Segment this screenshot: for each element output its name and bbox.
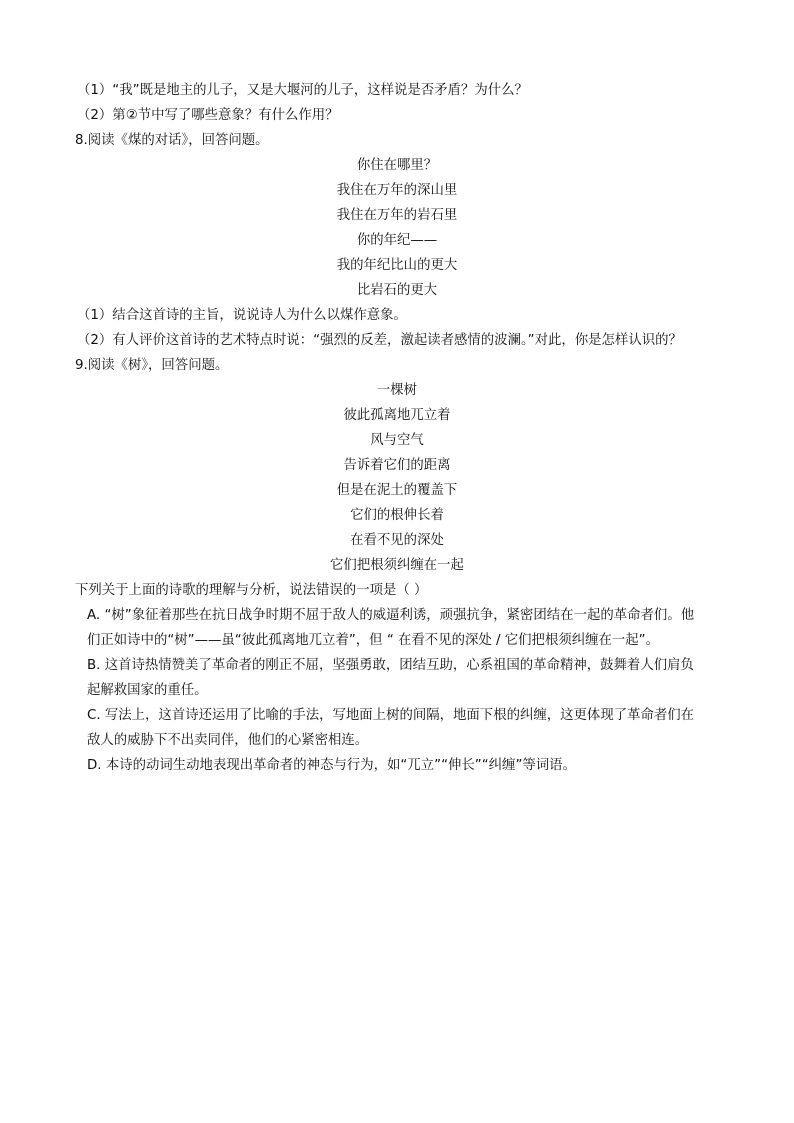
option-b-line1: B. 这首诗热情赞美了革命者的刚正不屈，坚强勇敢，团结互助，心系祖国的革命精神，鼓舞着人们肩负 <box>87 658 694 673</box>
q8-stem: 8.阅读《煤的对话》，回答问题。 <box>75 133 269 148</box>
q9-poem-line: 在看不见的深处 <box>350 533 444 548</box>
option-c <box>77 703 717 753</box>
option-b <box>77 653 717 703</box>
q9-poem-line: 彼此孤离地兀立着 <box>343 408 451 423</box>
q7-sub2: （2）第②节中写了哪些意象？有什么作用？ <box>77 108 339 123</box>
q9-poem-line: 一棵树 <box>376 383 418 398</box>
option-c-line1: C. 写法上，这首诗还运用了比喻的手法，写地面上树的间隔，地面下根的纠缠，这更体现了革命者们在 <box>87 708 695 723</box>
option-b-line2: 起解救国家的重任。 <box>87 683 208 698</box>
q9-poem <box>77 378 717 578</box>
q8-poem-line: 你住在哪里？ <box>356 158 438 173</box>
q9-stem: 9.阅读《树》，回答问题。 <box>75 358 229 373</box>
q8-sub2: （2）有人评价这首诗的艺术特点时说：“强烈的反差，激起读者感情的波澜。”对此，你是怎样认识的？ <box>77 333 682 348</box>
q8-poem-line: 我住在万年的岩石里 <box>336 208 458 223</box>
q9-question: 下列关于上面的诗歌的理解与分析，说法错误的一项是（ ） <box>75 583 428 598</box>
q8-poem-line: 我的年纪比山的更大 <box>336 258 458 273</box>
q7-sub1: （1）“我”既是地主的儿子，又是大堰河的儿子，这样说是否矛盾？为什么？ <box>77 83 528 98</box>
document-content <box>77 78 717 778</box>
q9-poem-line: 风与空气 <box>370 433 424 448</box>
option-a-line1: A. “树”象征着那些在抗日战争时期不屈于敌人的威逼利诱，顽强抗争，紧密团结在一起的革命者们。他 <box>87 608 695 623</box>
option-c-line2: 敌人的威胁下不出卖同伴，他们的心紧密相连。 <box>87 733 369 748</box>
q8-poem-line: 你的年纪—— <box>356 233 438 248</box>
q9-poem-line: 告诉着它们的距离 <box>343 458 451 473</box>
q9-poem-line: 它们把根须纠缠在一起 <box>330 558 464 573</box>
q8-poem-line: 我住在万年的深山里 <box>336 183 458 198</box>
option-a <box>77 603 717 653</box>
q8-poem-line: 比岩石的更大 <box>356 283 438 298</box>
option-d-line1: D. 本诗的动词生动地表现出革命者的神态与行为，如“兀立”“伸长”“纠缠”等词语。 <box>87 758 576 773</box>
q8-poem <box>77 153 717 303</box>
option-d <box>77 753 717 778</box>
q9-poem-line: 但是在泥土的覆盖下 <box>336 483 458 498</box>
option-a-line2: 们正如诗中的“树”——虽“彼此孤离地兀立着”，但 “ 在看不见的深处 / 它们把根须纠缠在一起”。 <box>87 633 660 648</box>
q8-sub1: （1）结合这首诗的主旨，说说诗人为什么以煤作意象。 <box>77 308 407 323</box>
q9-poem-line: 它们的根伸长着 <box>350 508 444 523</box>
